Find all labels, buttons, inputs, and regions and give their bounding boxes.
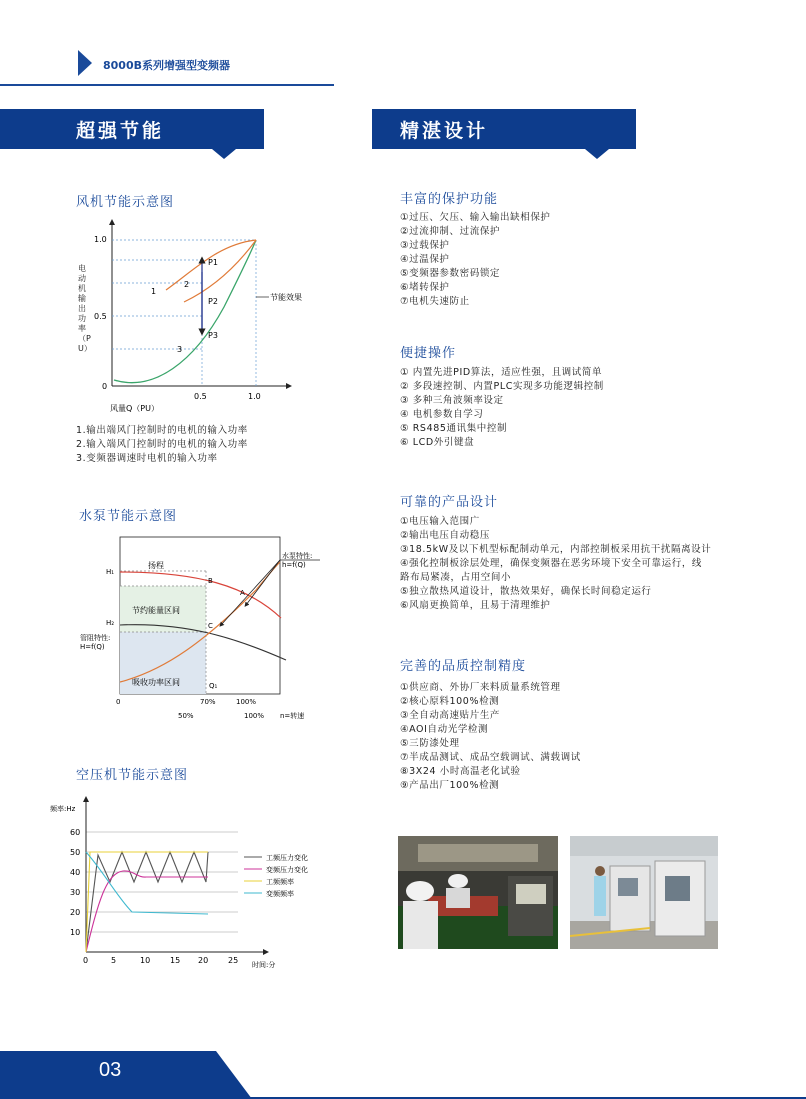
list-item: ①电压输入范围广 (400, 516, 480, 527)
quality-list (400, 681, 581, 793)
list-item: ⑥风扇更换简单，且易于清理维护 (400, 600, 551, 611)
pump-x-tick: 0 (116, 698, 121, 706)
pump-label-c: C (208, 622, 213, 630)
pump-x-tick: 70% (200, 698, 216, 706)
list-item: ④AOI自动光学检测 (400, 724, 489, 735)
pump-label-absorb: 吸收功率区间 (132, 678, 180, 687)
fan-x-tick: 1.0 (248, 392, 261, 401)
fan-notes (76, 424, 248, 466)
fan-label-curve-2: 2 (184, 280, 190, 289)
comp-x-tick: 25 (228, 956, 239, 965)
fan-label-curve-1: 1 (151, 287, 157, 296)
list-item: ①供应商、外协厂来料质量系统管理 (400, 682, 561, 693)
list-item: ③18.5kW及以下机型标配制动单元，内部控制板采用抗干扰隔离设计 (400, 544, 712, 555)
list-item: ④ 电机参数自学习 (400, 409, 484, 420)
operate-title: 便捷操作 (400, 346, 457, 361)
list-item: ⑦电机失速防止 (400, 296, 470, 307)
comp-y-tick: 20 (70, 908, 81, 917)
pump-arrow (246, 560, 280, 605)
footer-bar-corner (216, 1051, 252, 1099)
quality-title: 完善的品质控制精度 (400, 659, 527, 674)
comp-line-bianpin-pressure (86, 871, 208, 952)
comp-freq-chart (48, 793, 338, 973)
fan-note: 1.输出端风门控制时的电机的输入功率 (76, 425, 248, 436)
operate-list (400, 366, 604, 450)
pump-label-q1: Q₁ (209, 682, 218, 690)
fan-chart-title: 风机节能示意图 (76, 195, 175, 210)
list-item: ④强化控制板涂层处理，确保变频器在恶劣环境下安全可靠运行，线 (400, 558, 703, 569)
banner-energy-saving-label: 超强节能 (76, 119, 165, 142)
design-title: 可靠的产品设计 (400, 495, 499, 510)
comp-chart-title: 空压机节能示意图 (76, 768, 189, 783)
comp-legend-label: 变频频率 (266, 890, 294, 898)
fan-curve-2 (184, 240, 256, 302)
factory-assembly-photo (398, 836, 558, 949)
fan-note: 2.输入端风门控制时的电机的输入功率 (76, 439, 248, 450)
comp-x-tick: 0 (83, 956, 89, 965)
list-item: ⑤三防漆处理 (400, 738, 460, 749)
list-item: ③过载保护 (400, 240, 450, 251)
fan-label-p1: P1 (208, 258, 218, 267)
list-item: ⑥堵转保护 (400, 282, 450, 293)
fan-label-curve-3: 3 (177, 345, 183, 354)
comp-x-tick: 20 (198, 956, 209, 965)
list-item: ③全自动高速贴片生产 (400, 710, 501, 721)
design-list (400, 515, 711, 613)
comp-line-gongpin-pressure (86, 852, 208, 952)
banner-energy-saving (0, 109, 264, 149)
list-item: ⑥ LCD外引键盘 (400, 437, 475, 448)
list-item: ① 内置先进PID算法，适应性强，且调试简单 (400, 367, 603, 378)
comp-x-label: 时间:分 (252, 961, 276, 969)
list-item: ⑨产品出厂100%检测 (400, 780, 500, 791)
comp-x-tick: 5 (111, 956, 117, 965)
fan-label-p2: P2 (208, 297, 218, 306)
comp-legend-label: 变频压力变化 (266, 866, 308, 874)
pump-label-saved: 节约能量区间 (132, 606, 180, 615)
list-item: ⑦半成品测试、成品空载调试、满载调试 (400, 752, 581, 763)
list-item: ②输出电压自动稳压 (400, 530, 490, 541)
fan-x-tick: 0.5 (194, 392, 207, 401)
list-item: ②过流抑制、过流保护 (400, 226, 501, 237)
pump-label-b: B (208, 577, 213, 585)
fan-y-label: 电动机输出功率（PU） (78, 264, 92, 353)
fan-y-tick: 1.0 (94, 235, 107, 244)
list-item: ② 多段速控制、内置PLC实现多功能逻辑控制 (400, 381, 604, 392)
comp-y-tick: 60 (70, 828, 81, 837)
fan-label-effect: 节能效果 (270, 293, 302, 302)
header-title: 8000B系列增强型变频器 (103, 59, 230, 72)
header-arrow-icon (78, 50, 92, 76)
comp-y-label: 频率:Hz (50, 805, 76, 813)
fan-x-label: 风量Q（PU） (110, 404, 159, 413)
list-item: ⑧3X24 小时高温老化试验 (400, 766, 521, 777)
fan-y-tick: 0.5 (94, 312, 107, 321)
pump-chart-title: 水泵节能示意图 (79, 509, 178, 524)
list-item: ③ 多种三角波频率设定 (400, 395, 504, 406)
protect-title: 丰富的保护功能 (400, 192, 499, 207)
lab-testing-photo (570, 836, 718, 949)
pump-x-tick: 100% (244, 712, 265, 720)
list-item: 路布局紧凑，占用空间小 (400, 572, 512, 583)
fan-note: 3.变频器调速时电机的输入功率 (76, 453, 218, 464)
comp-y-tick: 50 (70, 848, 81, 857)
comp-x-tick: 10 (140, 956, 151, 965)
comp-legend-label: 工频压力变化 (266, 854, 308, 862)
list-item: ⑤ RS485通讯集中控制 (400, 423, 508, 434)
pump-label-pipe-eq: H=f(Q) (80, 643, 105, 651)
comp-y-tick: 10 (70, 928, 81, 937)
pump-label-a: A (240, 589, 245, 597)
pump-label-h2: H₂ (106, 619, 115, 627)
fan-energy-diagram (74, 212, 334, 417)
list-item: ②核心原料100%检测 (400, 696, 500, 707)
comp-line-gongpin-freq (86, 852, 208, 952)
banner-precise-design (372, 109, 636, 149)
fan-y-tick: 0 (102, 382, 108, 391)
pump-label-pump-eq: h=f(Q) (282, 561, 306, 569)
banner-pointer (585, 149, 609, 159)
pump-x-tick: 50% (178, 712, 194, 720)
list-item: ⑤变频器参数密码锁定 (400, 268, 501, 279)
list-item: ④过温保护 (400, 254, 450, 265)
header-rule (0, 84, 334, 86)
comp-y-tick: 40 (70, 868, 81, 877)
pump-arrow (221, 560, 280, 625)
comp-x-tick: 15 (170, 956, 181, 965)
fan-curve-3 (114, 240, 256, 383)
page-number: 03 (99, 1059, 122, 1081)
pump-label-pipe: 管阻特性: (80, 634, 111, 642)
fan-label-p3: P3 (208, 331, 218, 340)
pump-label-pump: 水泵特性: (282, 552, 313, 560)
banner-precise-design-label: 精湛设计 (400, 119, 489, 142)
protect-list (400, 211, 551, 309)
pump-label-lift: 扬程 (148, 561, 164, 570)
pump-x-tick: 100% (236, 698, 257, 706)
list-item: ⑤独立散热风道设计，散热效果好，确保长时间稳定运行 (400, 586, 652, 597)
list-item: ①过压、欠压、输入输出缺相保护 (400, 212, 551, 223)
banner-pointer (212, 149, 236, 159)
comp-legend-label: 工频频率 (266, 878, 294, 886)
pump-label-speed: n=转速 (280, 712, 305, 720)
comp-y-tick: 30 (70, 888, 81, 897)
pump-energy-diagram (76, 530, 332, 725)
pump-label-h1: H₁ (106, 568, 115, 576)
